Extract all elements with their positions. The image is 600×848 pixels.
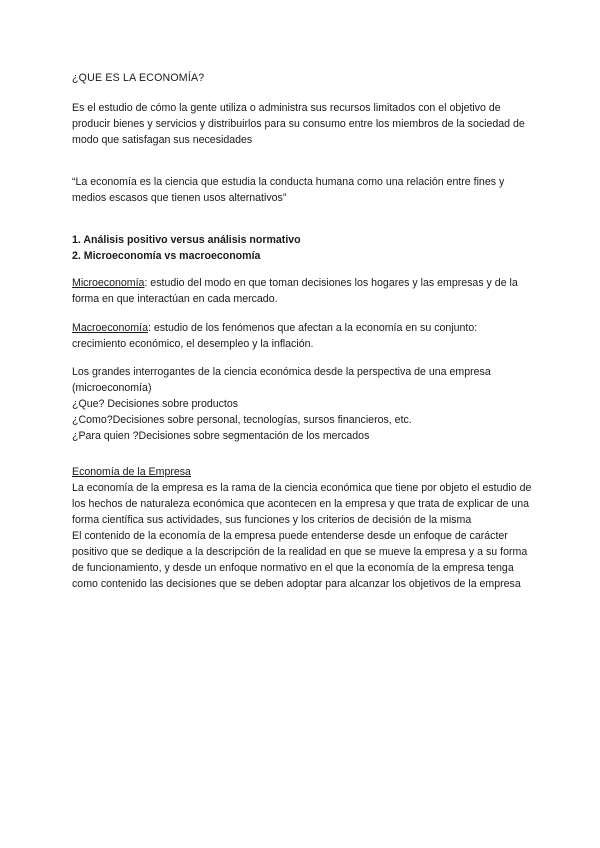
empresa-heading: Economía de la Empresa — [72, 466, 191, 478]
empresa-section — [72, 464, 532, 592]
question-item: ¿Como?Decisiones sobre personal, tecnologías, sursos financieros, etc. — [72, 414, 412, 426]
list-item: 1. Análisis positivo versus análisis normativo — [72, 234, 301, 246]
micro-text: : estudio del modo en que toman decisiones los hogares y las empresas y de la forma en que interactúan en cada mercado. — [72, 277, 518, 305]
page-title: ¿QUE ES LA ECONOMÍA? — [72, 72, 205, 84]
list-item: 2. Microeconomía vs macroeconomía — [72, 250, 261, 262]
macro-text: : estudio de los fenómenos que afectan a la economía en su conjunto: crecimiento económico, el desempleo y la inflación. — [72, 322, 478, 350]
topics-list — [72, 232, 532, 264]
question-item: ¿Para quien ?Decisiones sobre segmentación de los mercados — [72, 430, 370, 442]
macro-definition — [72, 320, 532, 352]
questions-intro: Los grandes interrogantes de la ciencia económica desde la perspectiva de una empresa (microeconomía) — [72, 366, 491, 394]
question-item: ¿Que? Decisiones sobre productos — [72, 398, 239, 410]
quote-paragraph: “La economía es la ciencia que estudia la conducta humana como una relación entre fines y medios escasos que tienen usos alternativos” — [72, 176, 505, 204]
definition-paragraph: Es el estudio de cómo la gente utiliza o administra sus recursos limitados con el objetivo de producir bienes y servicios y distribuirlos para su consumo entre los miembros de la sociedad de modo que satisfagan sus necesidades — [72, 102, 525, 146]
questions-section — [72, 364, 532, 444]
empresa-paragraph-1: La economía de la empresa es la rama de la ciencia económica que tiene por objeto el estudio de los hechos de naturaleza económica que acontecen en la empresa y que trata de explicar de una forma científica sus actividades, sus funciones y los criterios de decisión de la misma — [72, 482, 532, 526]
macro-term: Macroeconomía — [72, 322, 148, 334]
empresa-paragraph-2: El contenido de la economía de la empresa puede entenderse desde un enfoque de carácter positivo que se dedique a la descripción de la realidad en que se mueve la empresa y a su forma de funcionamiento, y desde un enfoque normativo en el que la economía de la empresa tenga como contenido las decisiones que se deben adoptar para alcanzar los objetivos de la empresa — [72, 530, 528, 590]
micro-term: Microeconomía — [72, 277, 145, 289]
micro-definition — [72, 275, 532, 307]
